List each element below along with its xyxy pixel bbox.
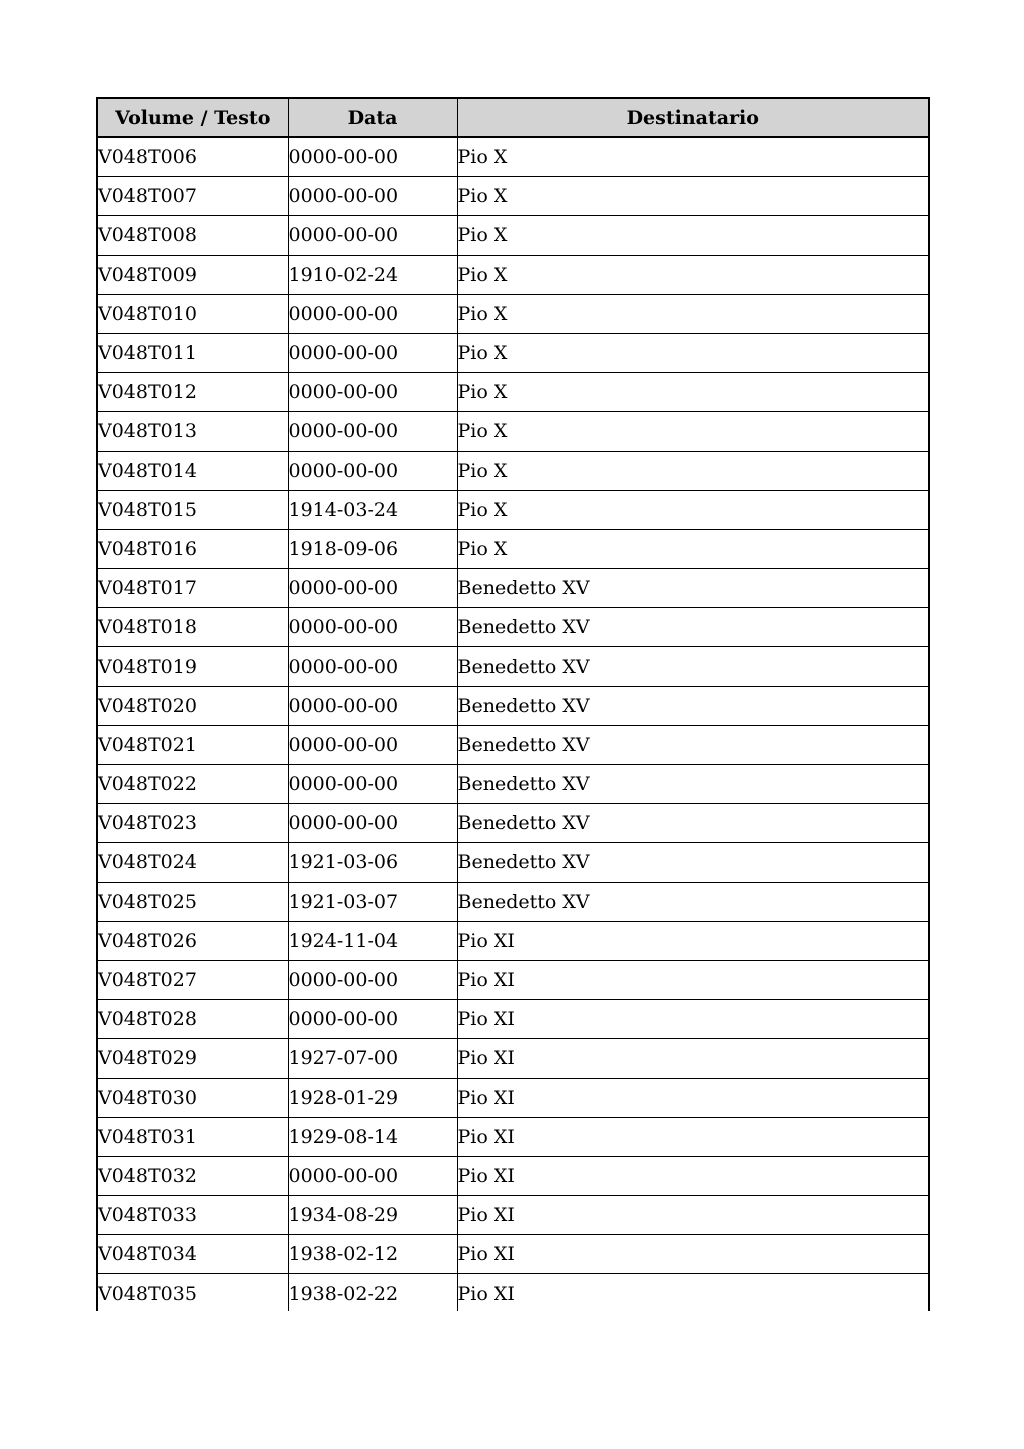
cell-destinatario: Pio XI — [457, 1156, 929, 1195]
cell-volume: V048T015 — [97, 490, 288, 529]
cell-volume: V048T032 — [97, 1156, 288, 1195]
table-row — [97, 882, 929, 921]
cell-destinatario: Pio XI — [457, 1039, 929, 1078]
cell-volume: V048T006 — [97, 137, 288, 177]
volume-testo-table — [96, 97, 930, 1311]
cell-data: 0000-00-00 — [288, 373, 457, 412]
cell-data: 0000-00-00 — [288, 804, 457, 843]
cell-destinatario: Benedetto XV — [457, 569, 929, 608]
cell-volume: V048T033 — [97, 1196, 288, 1235]
column-header-data: Data — [288, 98, 457, 137]
cell-destinatario: Pio X — [457, 294, 929, 333]
cell-volume: V048T017 — [97, 569, 288, 608]
table-row — [97, 137, 929, 177]
cell-data: 0000-00-00 — [288, 647, 457, 686]
cell-data: 0000-00-00 — [288, 177, 457, 216]
cell-destinatario: Benedetto XV — [457, 882, 929, 921]
table-row — [97, 804, 929, 843]
cell-destinatario: Pio X — [457, 216, 929, 255]
cell-data: 0000-00-00 — [288, 1156, 457, 1195]
cell-volume: V048T020 — [97, 686, 288, 725]
table-row — [97, 843, 929, 882]
cell-destinatario: Pio XI — [457, 960, 929, 999]
table-row — [97, 1039, 929, 1078]
cell-data: 1938-02-12 — [288, 1235, 457, 1274]
cell-data: 0000-00-00 — [288, 960, 457, 999]
column-header-destinatario: Destinatario — [457, 98, 929, 137]
cell-volume: V048T022 — [97, 765, 288, 804]
cell-destinatario: Benedetto XV — [457, 608, 929, 647]
table-row — [97, 255, 929, 294]
table-row — [97, 1156, 929, 1195]
cell-destinatario: Pio XI — [457, 1235, 929, 1274]
table-row — [97, 608, 929, 647]
cell-data: 0000-00-00 — [288, 569, 457, 608]
cell-volume: V048T034 — [97, 1235, 288, 1274]
cell-data: 0000-00-00 — [288, 725, 457, 764]
cell-destinatario: Pio XI — [457, 1196, 929, 1235]
cell-data: 0000-00-00 — [288, 765, 457, 804]
table-row — [97, 921, 929, 960]
cell-volume: V048T012 — [97, 373, 288, 412]
cell-volume: V048T027 — [97, 960, 288, 999]
table-row — [97, 216, 929, 255]
table-row — [97, 177, 929, 216]
cell-volume: V048T011 — [97, 333, 288, 372]
table-row — [97, 1274, 929, 1311]
cell-data: 0000-00-00 — [288, 137, 457, 177]
table-row — [97, 1196, 929, 1235]
cell-destinatario: Benedetto XV — [457, 804, 929, 843]
cell-data: 0000-00-00 — [288, 686, 457, 725]
table-row — [97, 569, 929, 608]
cell-data: 0000-00-00 — [288, 451, 457, 490]
cell-volume: V048T028 — [97, 1000, 288, 1039]
cell-volume: V048T025 — [97, 882, 288, 921]
table-row — [97, 765, 929, 804]
table-row — [97, 960, 929, 999]
cell-destinatario: Pio XI — [457, 1078, 929, 1117]
cell-volume: V048T024 — [97, 843, 288, 882]
table-row — [97, 1000, 929, 1039]
table-header-row — [97, 98, 929, 137]
table-row — [97, 725, 929, 764]
cell-volume: V048T007 — [97, 177, 288, 216]
table-row — [97, 373, 929, 412]
table-row — [97, 490, 929, 529]
cell-destinatario: Benedetto XV — [457, 725, 929, 764]
cell-destinatario: Pio X — [457, 177, 929, 216]
cell-destinatario: Pio XI — [457, 1000, 929, 1039]
document-page-table-region — [96, 97, 932, 1311]
cell-volume: V048T035 — [97, 1274, 288, 1311]
cell-data: 0000-00-00 — [288, 216, 457, 255]
cell-data: 1910-02-24 — [288, 255, 457, 294]
cell-volume: V048T030 — [97, 1078, 288, 1117]
cell-volume: V048T010 — [97, 294, 288, 333]
table-header — [97, 98, 929, 137]
cell-data: 1927-07-00 — [288, 1039, 457, 1078]
cell-destinatario: Benedetto XV — [457, 686, 929, 725]
cell-volume: V048T026 — [97, 921, 288, 960]
cell-destinatario: Pio X — [457, 451, 929, 490]
cell-data: 1929-08-14 — [288, 1117, 457, 1156]
cell-data: 1924-11-04 — [288, 921, 457, 960]
cell-volume: V048T014 — [97, 451, 288, 490]
cell-data: 0000-00-00 — [288, 294, 457, 333]
cell-volume: V048T013 — [97, 412, 288, 451]
cell-destinatario: Pio X — [457, 137, 929, 177]
cell-data: 1921-03-07 — [288, 882, 457, 921]
cell-destinatario: Benedetto XV — [457, 647, 929, 686]
cell-destinatario: Pio X — [457, 373, 929, 412]
cell-destinatario: Pio XI — [457, 1274, 929, 1311]
table-row — [97, 686, 929, 725]
cell-data: 1934-08-29 — [288, 1196, 457, 1235]
cell-destinatario: Pio X — [457, 412, 929, 451]
table-row — [97, 1117, 929, 1156]
table-row — [97, 1235, 929, 1274]
cell-volume: V048T031 — [97, 1117, 288, 1156]
cell-destinatario: Benedetto XV — [457, 843, 929, 882]
cell-destinatario: Pio XI — [457, 921, 929, 960]
cell-data: 0000-00-00 — [288, 333, 457, 372]
table-row — [97, 451, 929, 490]
cell-volume: V048T008 — [97, 216, 288, 255]
cell-volume: V048T018 — [97, 608, 288, 647]
table-row — [97, 647, 929, 686]
cell-volume: V048T021 — [97, 725, 288, 764]
table-row — [97, 333, 929, 372]
cell-destinatario: Pio X — [457, 255, 929, 294]
cell-volume: V048T029 — [97, 1039, 288, 1078]
table-row — [97, 529, 929, 568]
table-row — [97, 1078, 929, 1117]
cell-destinatario: Pio X — [457, 333, 929, 372]
cell-data: 0000-00-00 — [288, 608, 457, 647]
cell-data: 1938-02-22 — [288, 1274, 457, 1311]
cell-data: 1918-09-06 — [288, 529, 457, 568]
table-row — [97, 412, 929, 451]
cell-data: 0000-00-00 — [288, 412, 457, 451]
cell-volume: V048T009 — [97, 255, 288, 294]
cell-data: 0000-00-00 — [288, 1000, 457, 1039]
cell-data: 1928-01-29 — [288, 1078, 457, 1117]
cell-destinatario: Pio X — [457, 490, 929, 529]
cell-destinatario: Pio XI — [457, 1117, 929, 1156]
cell-destinatario: Pio X — [457, 529, 929, 568]
cell-volume: V048T016 — [97, 529, 288, 568]
table-row — [97, 294, 929, 333]
table-body — [97, 137, 929, 1311]
cell-volume: V048T023 — [97, 804, 288, 843]
cell-data: 1914-03-24 — [288, 490, 457, 529]
cell-destinatario: Benedetto XV — [457, 765, 929, 804]
cell-volume: V048T019 — [97, 647, 288, 686]
column-header-volume-testo: Volume / Testo — [97, 98, 288, 137]
cell-data: 1921-03-06 — [288, 843, 457, 882]
